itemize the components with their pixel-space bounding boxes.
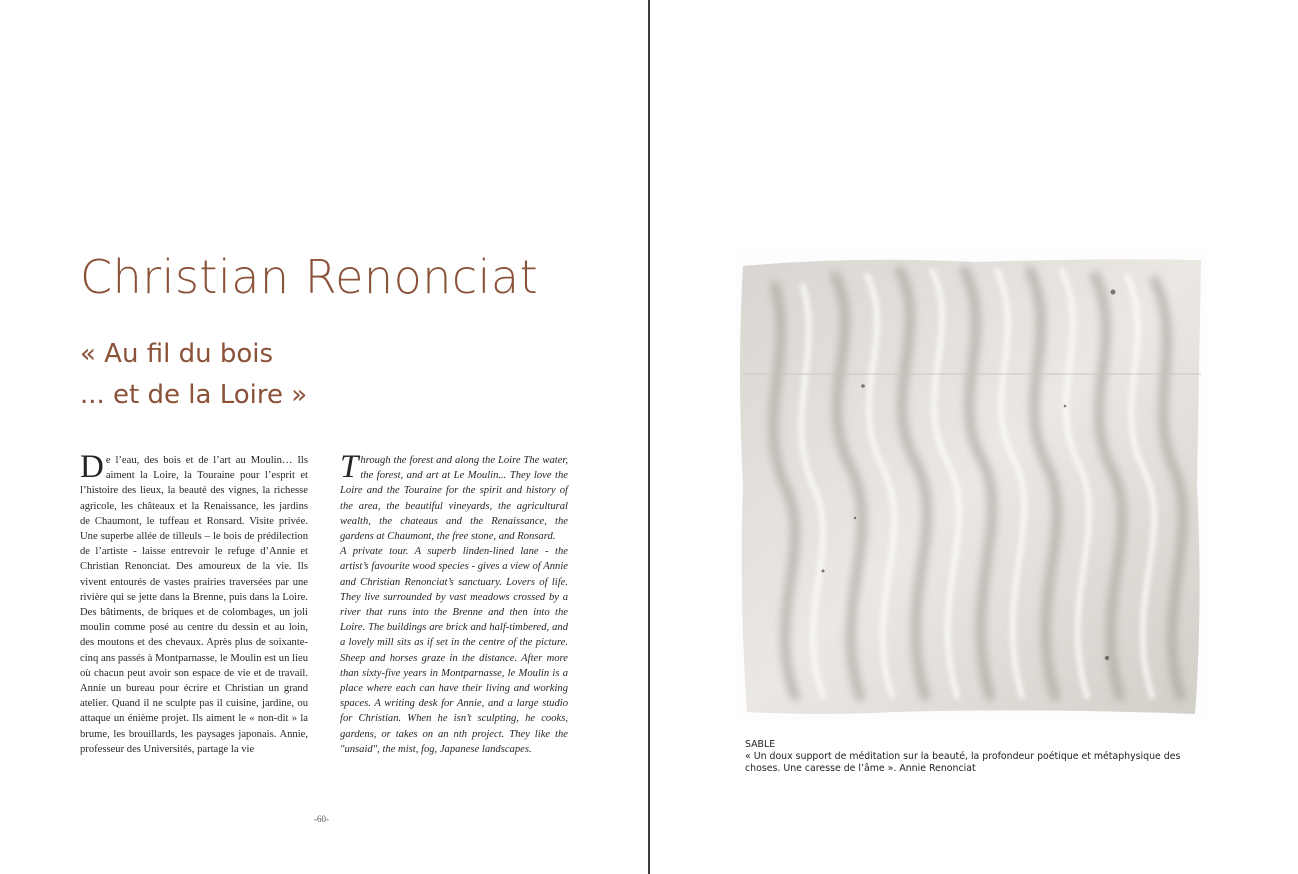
caption-text: « Un doux support de méditation sur la beauté, la profondeur poétique et métaphysique des choses. Une caresse de l’âme ». Annie Renonciat <box>745 751 1181 774</box>
sable-sculpture-image <box>735 246 1207 720</box>
english-body: The water, the forest, and art at Le Moulin... They love the Loire and the Touraine for the spirit and history of the area, the beautiful vineyards, the agricultural wealth, the chateaus and the Renaissance, the gardens at Chaumont, the free stone, and Ronsard. <box>340 455 568 543</box>
english-body-2: A private tour. A superb linden-lined lane - the artist’s favourite wood species - gives a view of Annie and Christian Renonciat’s sanctuary. Lovers of life. They live surrounded by vast meadows crossed by a river that runs into the Brenne and then into the Loire. The buildings are brick and half-timbered, and a lovely mill sits as if set in the centre of the picture. Sheep and horses graze in the distance. After more than sixty-five years in Montparnasse, le Moulin is a place where each can have their living and working spaces. A writing desk for Annie, and a large studio for Christian. When he isn’t sculpting, he cooks, gardens, or takes on an nth project. They like the "unsaid", the mist, fog, Japanese landscapes. <box>340 546 568 755</box>
sculpture-photo <box>735 246 1207 720</box>
article-subtitle <box>80 334 307 416</box>
subtitle-line-1: « Au fil du bois <box>80 339 273 369</box>
subtitle-line-2: ... et de la Loire » <box>80 380 308 410</box>
french-body: Ils aiment la Loire, la Touraine pour l’esprit et l’histoire des lieux, la beauté des vignes, la richesse agricole, les châteaux et la Renaissance, les jardins de Chaumont, le tuffeau et Ronsard. Visite privée. Une superbe allée de tilleuls – le bois de prédilection de l’artiste - laisse entrevoir le refuge d’Annie et Christian Renonciat. Des amoureux de la vie. Ils vivent entourés de vastes prairies traversées par une rivière qui se jette dans la Brenne, puis dans la Loire. Des bâtiments, de briques et de colombages, un joli moulin comme posé au centre du dessin et au loin, des moutons et des chevaux. Après plus de soixante-cinq ans passés à Montparnasse, le Moulin est un lieu où chacun peut avoir son espace de vie et de travail. Annie un bureau pour écrire et Christian un grand atelier. Quand il ne sculpte pas il cuisine, jardine, ou attaque un énième projet. Ils aiment le « non-dit » la brume, les brouillards, les paysages japonais. Annie, professeur des Universités, partage la vie <box>80 455 308 755</box>
photo-caption <box>745 739 1215 775</box>
right-page <box>651 0 1298 874</box>
english-dropcap: T <box>340 449 359 485</box>
article-title: Christian Renonciat <box>80 250 539 304</box>
french-text-column <box>80 449 308 757</box>
french-first-line: e l’eau, des bois et de l’art au Moulin… <box>105 455 293 466</box>
english-first-line: hrough the forest and along the Loire <box>360 455 521 466</box>
page-number: -60- <box>314 814 329 824</box>
french-dropcap: D <box>80 449 104 485</box>
english-text-column <box>340 449 568 757</box>
caption-label: SABLE <box>745 739 776 750</box>
